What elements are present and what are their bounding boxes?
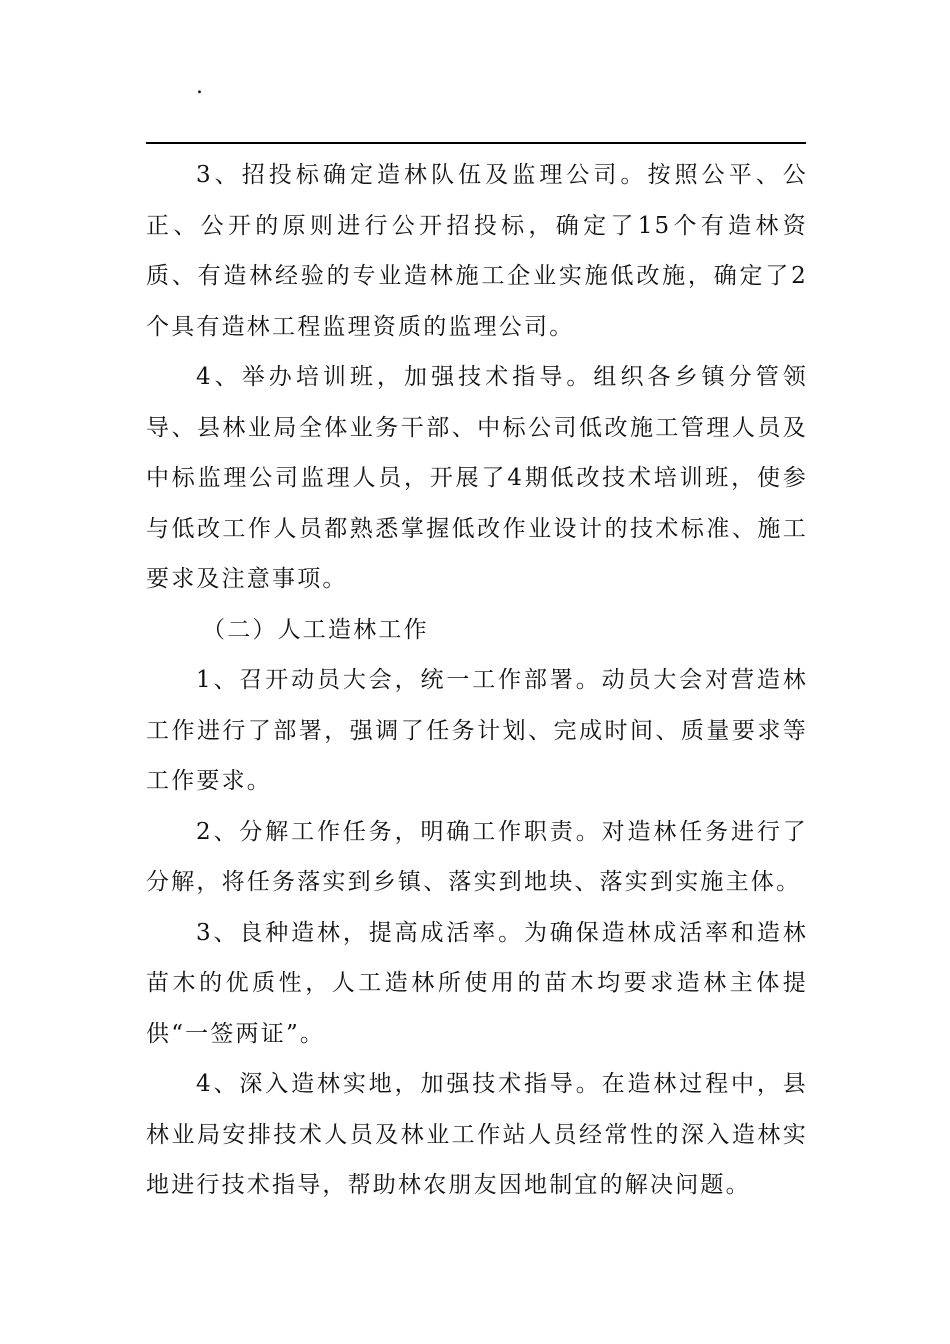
document-body	[146, 150, 808, 1211]
paragraph-task-breakdown: 2、分解工作任务，明确工作职责。对造林任务进行了分解，将任务落实到乡镇、落实到地块、落实到实施主体。	[146, 818, 808, 895]
paragraph-training: 4、举办培训班，加强技术指导。组织各乡镇分管领导、县林业局全体业务干部、中标公司低改施工管理人员及中标监理公司监理人员，开展了4期低改技术培训班，使参与低改工作人员都熟悉掌握低改作业设计的技术标准、施工要求及注意事项。	[146, 364, 808, 592]
paragraph-mobilization: 1、召开动员大会，统一工作部署。动员大会对营造林工作进行了部署，强调了任务计划、完成时间、质量要求等工作要求。	[146, 667, 808, 794]
paragraph-tender-selection: 3、招投标确定造林队伍及监理公司。按照公平、公正、公开的原则进行公开招投标，确定了15个有造林资质、有造林经验的专业造林施工企业实施低改施，确定了2个具有造林工程监理资质的监理公司。	[146, 162, 808, 340]
header-mark: .	[196, 74, 203, 99]
paragraph-field-guidance: 4、深入造林实地，加强技术指导。在造林过程中，县林业局安排技术人员及林业工作站人员经常性的深入造林实地进行技术指导，帮助林农朋友因地制宜的解决问题。	[146, 1071, 808, 1198]
section-heading-afforestation: （二）人工造林工作	[202, 616, 429, 643]
header-divider	[146, 142, 806, 144]
paragraph-seedlings: 3、良种造林，提高成活率。为确保造林成活率和造林苗木的优质性，人工造林所使用的苗木均要求造林主体提供“一签两证”。	[146, 919, 808, 1047]
